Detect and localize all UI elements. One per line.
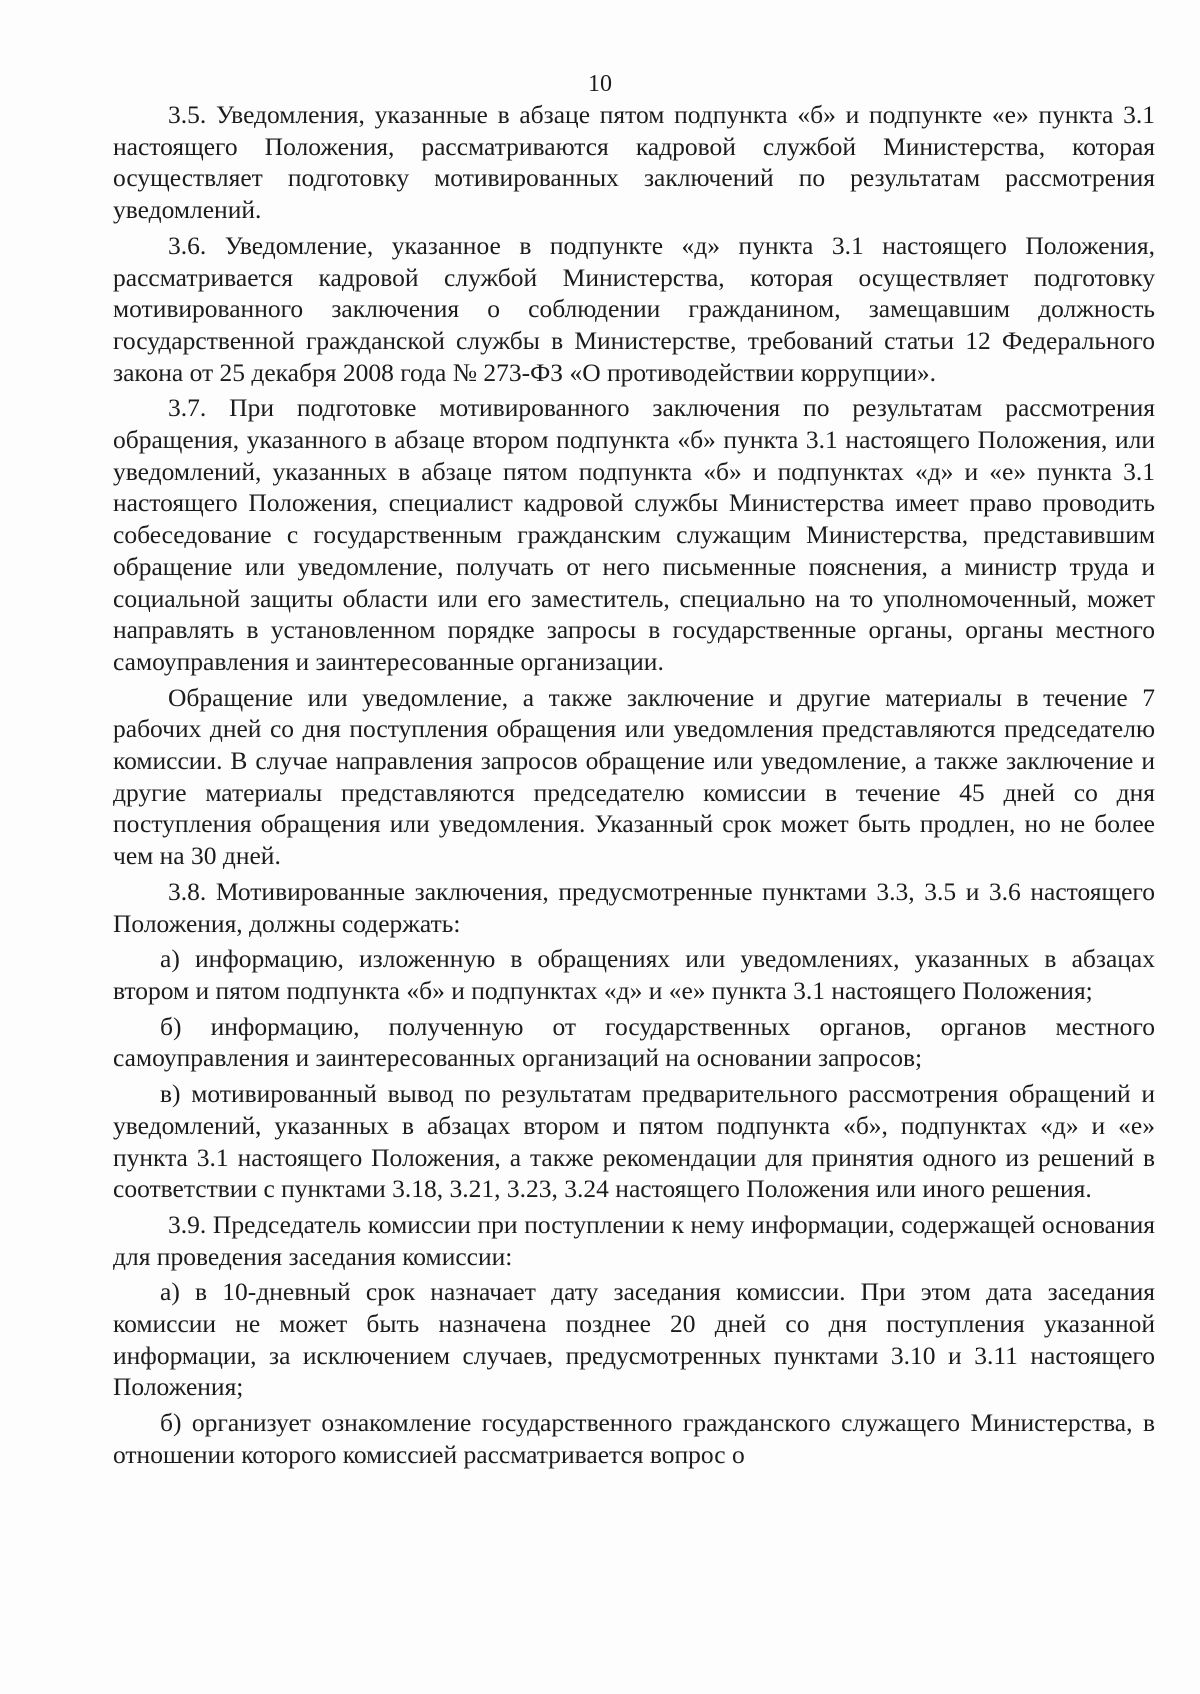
page-number: 10 (588, 71, 612, 97)
paragraph-3-7: 3.7. При подготовке мотивированного заключения по результатам рассмотрения обращения, указанного в абзаце втором подпункта «б» пункта 3.1 настоящего Положения, или уведомлений, указанных в абзаце пятом подпункта «б» и подпунктах «д» и «е» пункта 3.1 настоящего Положения, специалист кадровой службы Министерства имеет право проводить собеседование с государственным гражданским служащим Министерства, представившим обращение или уведомление, получать от него письменные пояснения, а министр труда и социальной защиты области или его заместитель, специально на то уполномоченный, может направлять в установленном порядке запросы в государственные органы, органы местного самоуправления и заинтересованные организации. (113, 393, 1155, 676)
paragraph-3-9: 3.9. Председатель комиссии при поступлении к нему информации, содержащей основания для проведения заседания комиссии: (113, 1209, 1155, 1271)
paragraph-3-5: 3.5. Уведомления, указанные в абзаце пятом подпункта «б» и подпункте «е» пункта 3.1 настоящего Положения, рассматриваются кадровой службой Министерства, которая осуществляет подготовку мотивированных заключений по результатам рассмотрения уведомлений. (113, 100, 1155, 225)
paragraph-3-6: 3.6. Уведомление, указанное в подпункте «д» пункта 3.1 настоящего Положения, рассматривается кадровой службой Министерства, которая осуществляет подготовку мотивированного заключения о соблюдении гражданином, замещавшим должность государственной гражданской службы в Министерстве, требований статьи 12 Федерального закона от 25 декабря 2008 года № 273-ФЗ «О противодействии коррупции». (113, 230, 1155, 387)
paragraph-3-8: 3.8. Мотивированные заключения, предусмотренные пунктами 3.3, 3.5 и 3.6 настоящего Положения, должны содержать: (113, 876, 1155, 938)
paragraph-3-8-v: в) мотивированный вывод по результатам предварительного рассмотрения обращений и уведомлений, указанных в абзацах втором и пятом подпункта «б», подпунктах «д» и «е» пункта 3.1 настоящего Положения, а также рекомендации для принятия одного из решений в соответствии с пунктами 3.18, 3.21, 3.23, 3.24 настоящего Положения или иного решения. (113, 1079, 1155, 1204)
paragraph-3-8-a: а) информацию, изложенную в обращениях или уведомлениях, указанных в абзацах втором и пятом подпункта «б» и подпунктах «д» и «е» пункта 3.1 настоящего Положения; (113, 944, 1155, 1005)
paragraph-3-8-b: б) информацию, полученную от государственных органов, органов местного самоуправления и заинтересованных организаций на основании запросов; (113, 1011, 1155, 1073)
paragraph-3-9-a: а) в 10-дневный срок назначает дату заседания комиссии. При этом дата заседания комиссии не может быть назначена позднее 20 дней со дня поступления указанной информации, за исключением случаев, предусмотренных пунктами 3.10 и 3.11 настоящего Положения; (113, 1277, 1155, 1402)
paragraph-3-7-continued: Обращение или уведомление, а также заключение и другие материалы в течение 7 рабочих дней со дня поступления обращения или уведомления представляются председателю комиссии. В случае направления запросов обращение или уведомление, а также заключение и другие материалы представляются председателю комиссии в течение 45 дней со дня поступления обращения или уведомления. Указанный срок может быть продлен, но не более чем на 30 дней. (113, 682, 1155, 871)
document-body (113, 99, 1155, 1471)
paragraph-3-9-b: б) организует ознакомление государственного гражданского служащего Министерства, в отношении которого комиссией рассматривается вопрос о (113, 1408, 1155, 1469)
